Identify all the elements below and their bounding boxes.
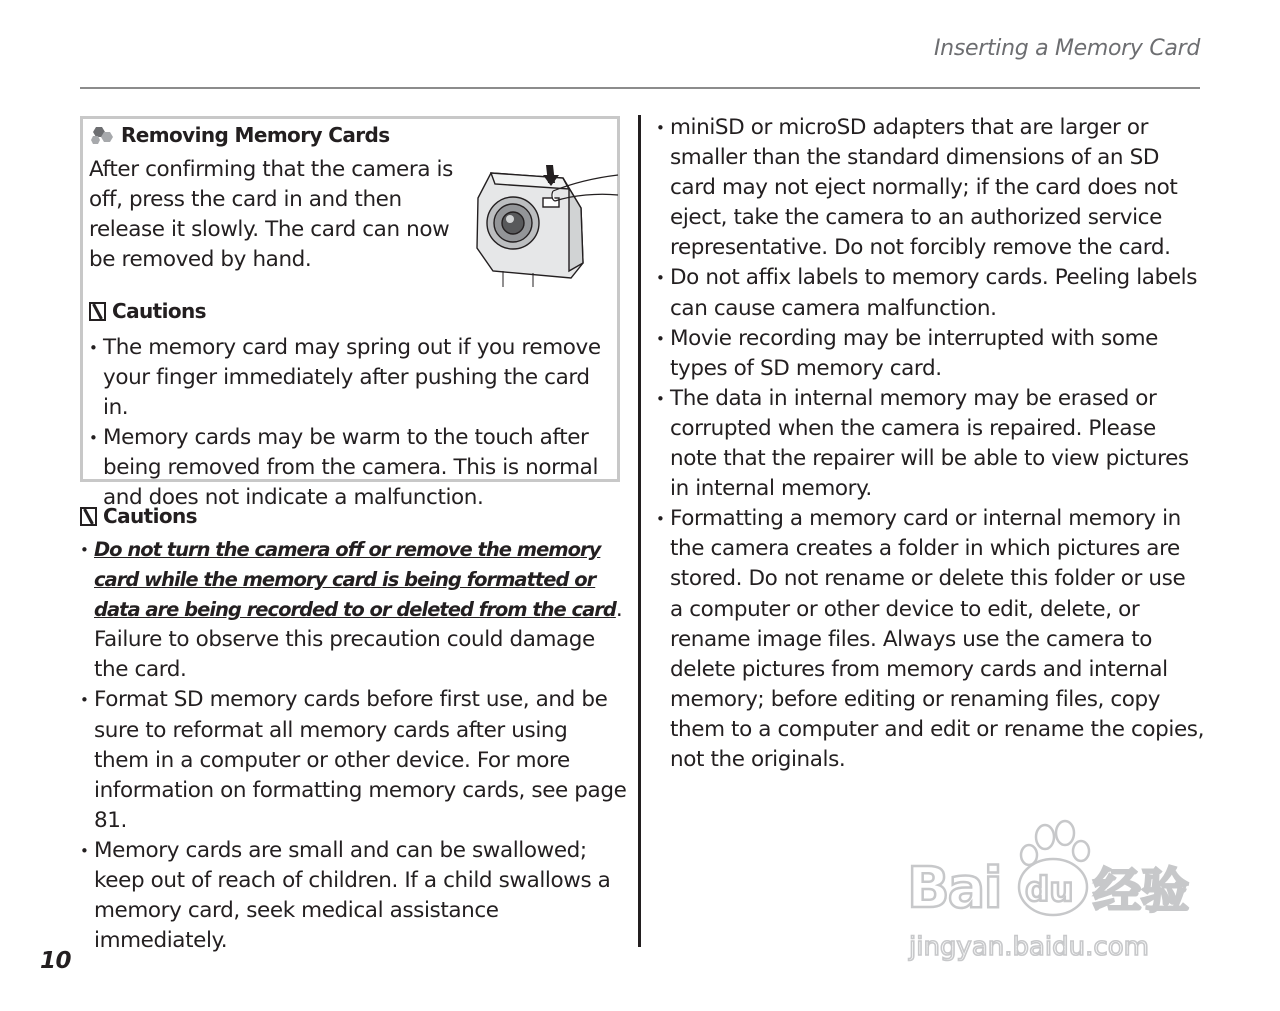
list-item: • Movie recording may be interrupted with some types of SD memory card. <box>656 324 1204 384</box>
formatting-warning-rest: . Failure to observe this precaution could damage the card. <box>94 597 623 683</box>
column-divider <box>638 115 641 947</box>
list-item: • Formatting a memory card or internal memory in the camera creates a folder in which pictures are stored. Do not rename or delete this folder or use a computer or other device to edit, delete, or rename image files. Always use the camera to delete pictures from memory cards and internal memory; before editing or renaming files, copy them to a computer and edit or rename the copies, not the originals. <box>656 504 1204 775</box>
caution-icon <box>89 302 106 321</box>
svg-text:du: du <box>1025 870 1074 910</box>
baidu-watermark <box>905 815 1205 965</box>
list-item <box>80 535 628 685</box>
list-item: • The data in internal memory may be erased or corrupted when the camera is repaired. Please note that the repairer will be able to view pictures in internal memory. <box>656 384 1204 504</box>
tip-body-text: After confirming that the camera is off, press the card in and then release it slowly. The card can now be removed by hand. <box>89 157 453 272</box>
right-column-list <box>656 113 1204 775</box>
cautions-list <box>80 535 628 956</box>
list-item: • Format SD memory cards before first use, and be sure to reformat all memory cards after using them in a computer or other device. For more information on formatting memory cards, see page 81. <box>80 685 628 835</box>
removing-memory-cards-box <box>80 116 620 511</box>
page-header-title: Inserting a Memory Card <box>933 36 1200 61</box>
list-item: • miniSD or microSD adapters that are larger or smaller than the standard dimensions of an SD card may not eject normally; if the card does not eject, take the camera to an authorized service representative. Do not forcibly remove the card. <box>656 113 1204 263</box>
list-item: • The memory card may spring out if you remove your finger immediately after pushing the card in. <box>89 333 609 423</box>
svg-text:jingyan.baidu.com: jingyan.baidu.com <box>909 932 1149 962</box>
tip-heading <box>91 123 390 147</box>
list-item: • Memory cards may be warm to the touch after being removed from the camera. This is normal and does not indicate a malfunction. <box>89 423 609 513</box>
tip-cautions-heading-text: Cautions <box>112 299 206 323</box>
header-divider <box>80 87 1200 89</box>
tip-cautions-heading <box>89 299 206 323</box>
cautions-heading <box>80 504 197 528</box>
tip-heading-text: Removing Memory Cards <box>121 123 390 147</box>
svg-text:经验: 经验 <box>1093 863 1190 919</box>
cautions-heading-text: Cautions <box>103 504 197 528</box>
page-number: 10 <box>40 948 72 974</box>
caution-icon <box>80 507 97 526</box>
formatting-warning: Do not turn the camera off or remove the memory card while the memory card is being formatted or data are being recorded to or deleted from the card <box>94 538 616 622</box>
camera-card-removal-illustration <box>473 153 623 293</box>
tip-cautions-list <box>89 333 609 514</box>
hint-icon <box>91 126 115 144</box>
svg-text:Bai: Bai <box>907 856 1001 921</box>
list-item: • Do not affix labels to memory cards. Peeling labels can cause camera malfunction. <box>656 263 1204 323</box>
list-item: • Memory cards are small and can be swallowed; keep out of reach of children. If a child swallows a memory card, seek medical assistance immediately. <box>80 836 628 956</box>
